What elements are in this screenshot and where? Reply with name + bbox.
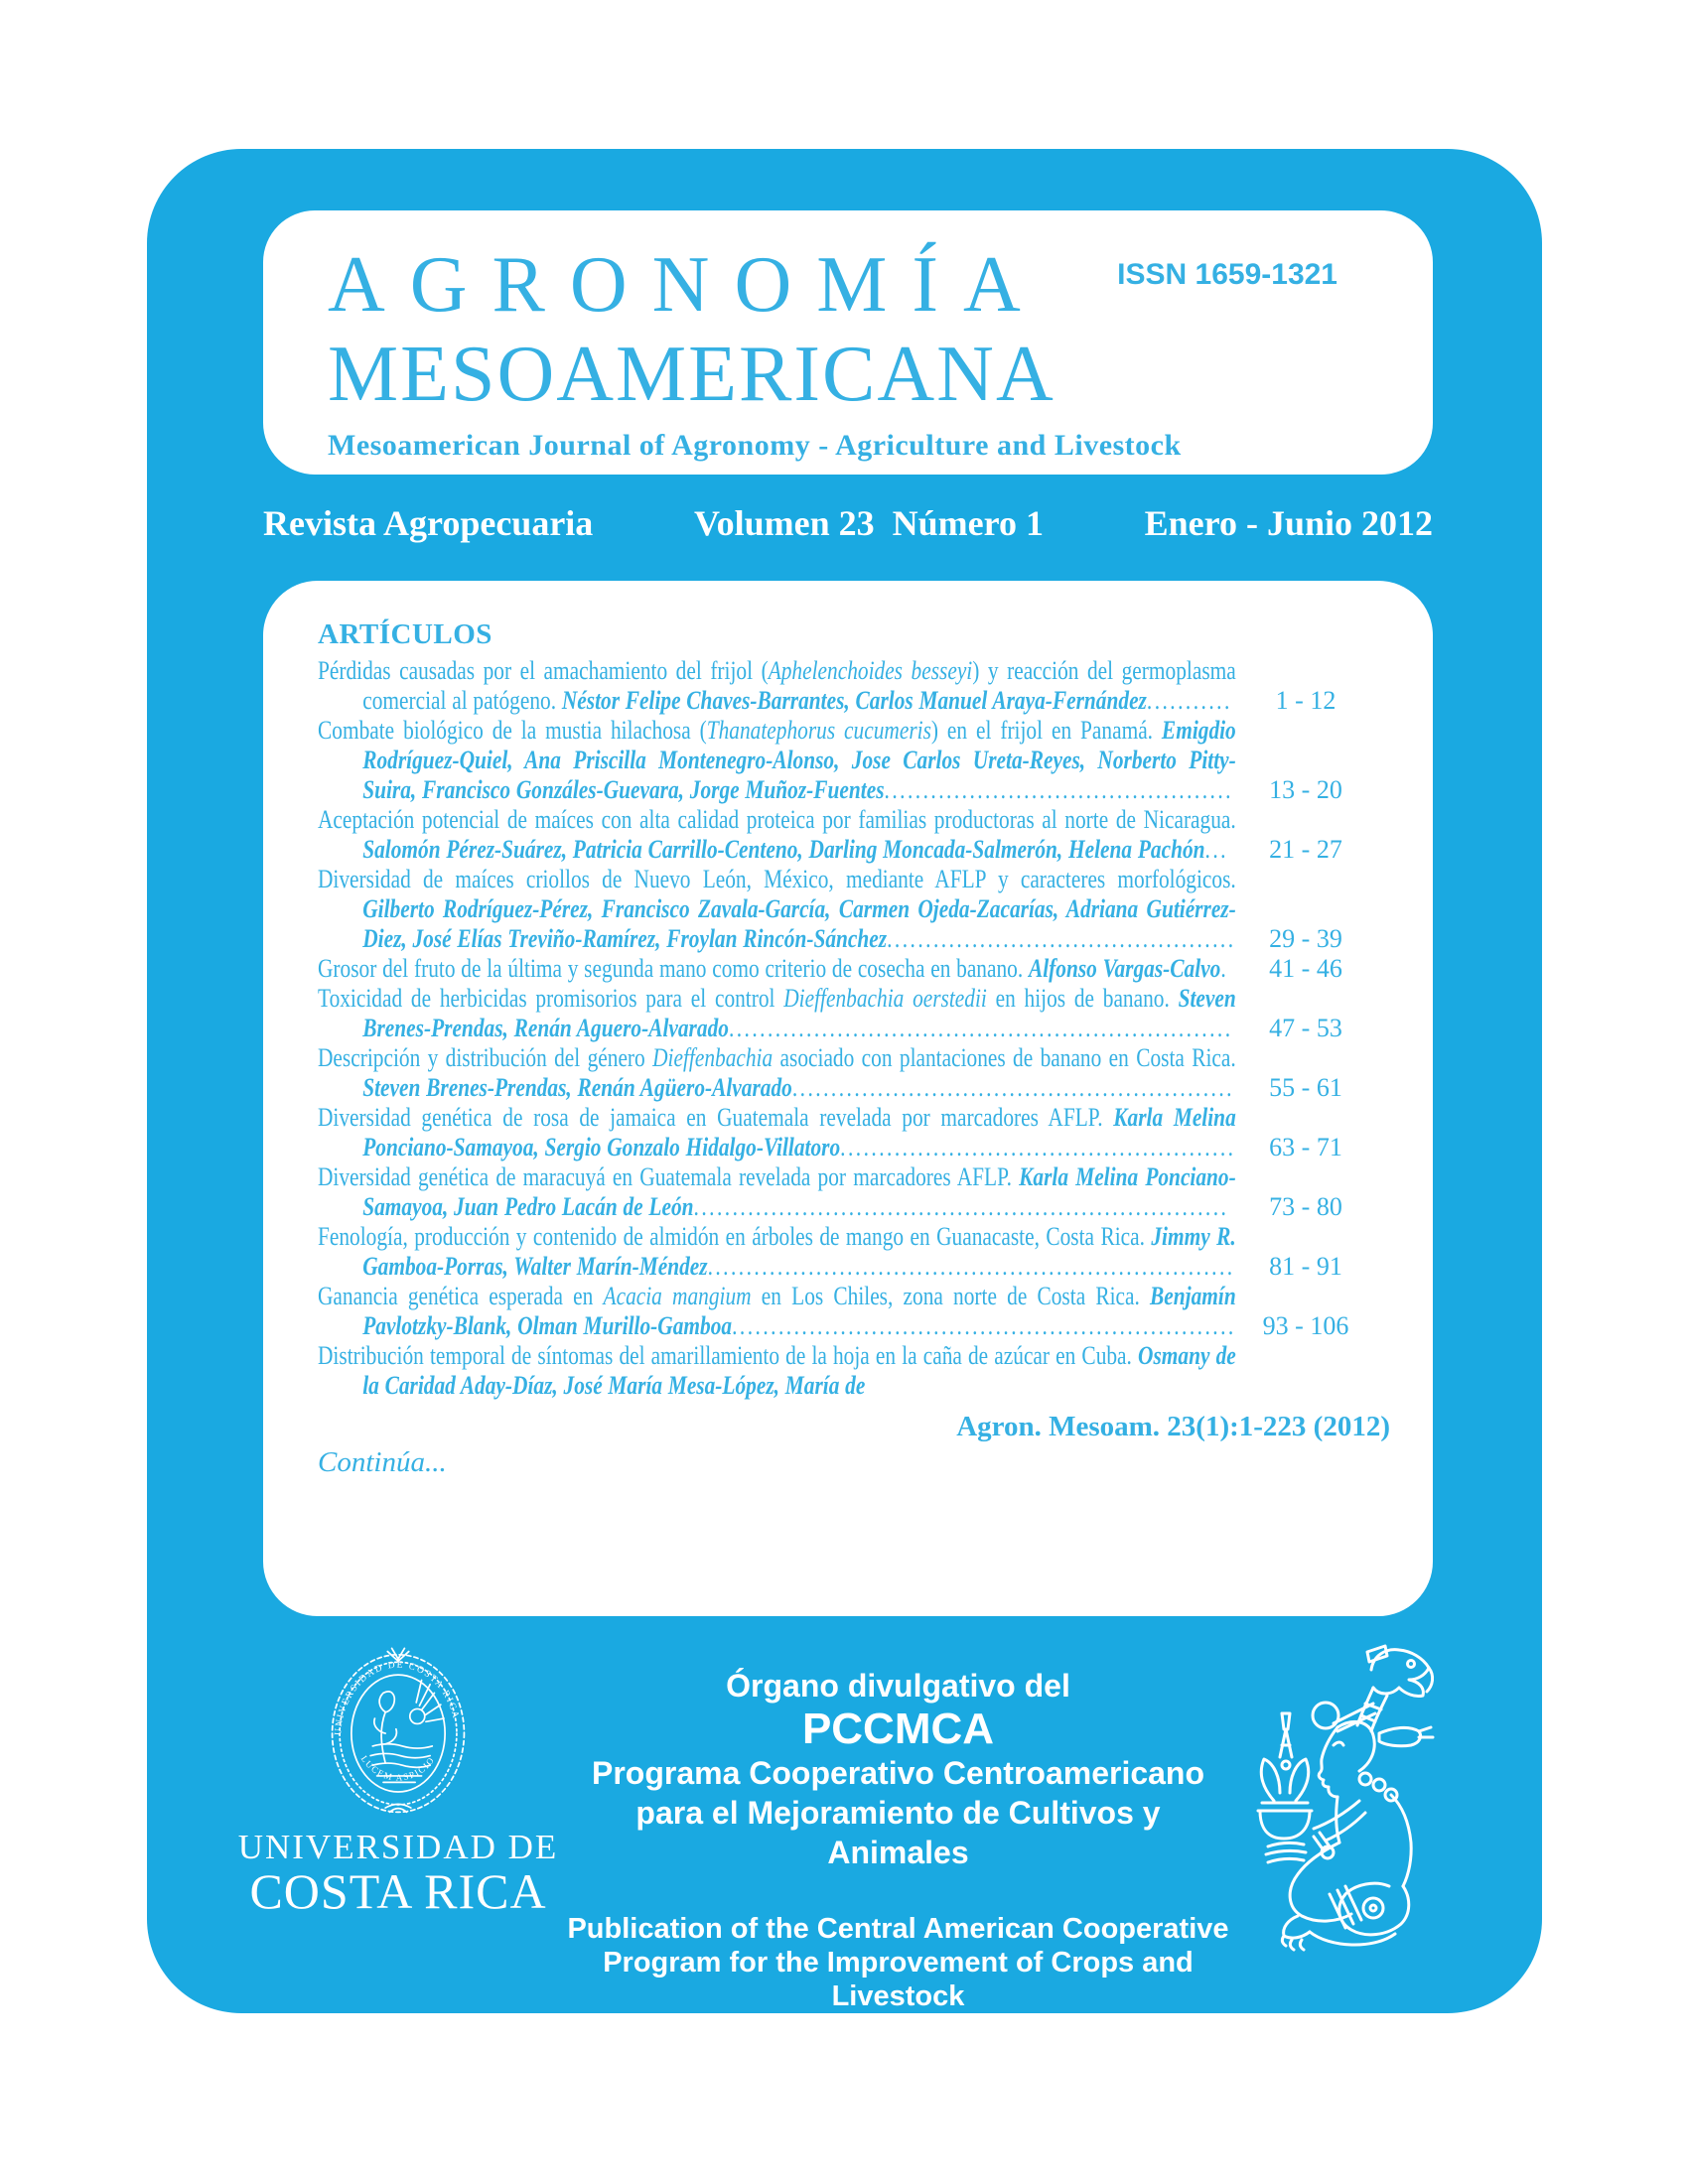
toc-entry-pages: 21 - 27 [1269, 835, 1342, 864]
university-emblem-icon [324, 1644, 473, 1821]
pccmca-en-line1: Publication of the Central American Cooperative [567, 1913, 1229, 1945]
toc-entry-pages: 81 - 91 [1269, 1252, 1342, 1281]
dotted-leader: . [1220, 954, 1229, 983]
dotted-leader: ................................................... [840, 1133, 1236, 1161]
dotted-leader: ......................................................... [791, 1073, 1234, 1102]
toc-entry-text: Diversidad genética de rosa de jamaica en Guatemala revelada por marcadores AFLP. Karla Melina Ponciano-Samayoa, Sergio Gonzalo Hidalgo-Villatoro................................................... [318, 1103, 1236, 1161]
emblem-bottom-text: LUCEM ASPICIO [358, 1753, 437, 1783]
svg-text:LUCEM ASPICIO [359, 1754, 437, 1783]
toc-entry-text: Diversidad genética de maracuyá en Guatemala revelada por marcadores AFLP. Karla Melina Ponciano-Samayoa, Juan Pedro Lacán de León..................................................................... [318, 1162, 1236, 1221]
toc-entry [318, 716, 1390, 805]
toc-entry-text: Combate biológico de la mustia hilachosa (Thanatephorus cucumeris) en el frijol en Panamá. Emigdio Rodríguez-Quiel, Ana Priscilla Montenegro-Alonso, Jose Carlos Ureta-Reyes, Norberto Pitty-Suira, Francisco Gonzáles-Guevara, Jorge Muñoz-Fuentes............................................. [318, 716, 1236, 804]
dotted-leader: .................................................................... [707, 1252, 1235, 1281]
toc-entry-text: Toxicidad de herbicidas promisorios para el control Dieffenbachia oerstedii en hijos de banano. Steven Brenes-Prendas, Renán Aguero-Alvarado................................................................. [318, 984, 1236, 1042]
journal-subtitle: Mesoamerican Journal of Agronomy - Agriculture and Livestock [328, 429, 1182, 462]
dotted-leader: ........... [1146, 686, 1232, 715]
dotted-leader: ..................................................................... [693, 1192, 1229, 1221]
dotted-leader: ... [1204, 835, 1228, 864]
toc-entry-pages: 13 - 20 [1269, 775, 1342, 804]
toc-entry [318, 1162, 1390, 1222]
dotted-leader: ............................................. [887, 924, 1236, 953]
pccmca-english-block [562, 1912, 1234, 2047]
dotted-leader: ............................................. [884, 775, 1233, 804]
journal-title-line2: MESOAMERICANA [328, 331, 1055, 418]
toc-entry-text: Fenología, producción y contenido de almidón en árboles de mango en Guanacaste, Costa Rica. Jimmy R. Gamboa-Porras, Walter Marín-Méndez.................................................................... [318, 1222, 1236, 1281]
issn-number: ISSN 1659-1321 [1117, 258, 1337, 291]
journal-title-line1: AGRONOMÍA [328, 241, 1046, 329]
pccmca-es-line1: Órgano divulgativo del [726, 1668, 1070, 1704]
toc-entry-pages: 55 - 61 [1269, 1073, 1342, 1102]
toc-entry-pages: 41 - 46 [1269, 954, 1342, 983]
toc-entry-text: Distribución temporal de síntomas del amarillamiento de la hoja en la caña de azúcar en Cuba. Osmany de la Caridad Aday-Díaz, José María Mesa-López, María de [318, 1341, 1236, 1400]
band-date-range: Enero - Junio 2012 [1144, 503, 1433, 543]
title-box [263, 210, 1433, 475]
toc-entry-pages: 1 - 12 [1275, 686, 1336, 715]
band-volume-number: Volumen 23 Número 1 [693, 503, 1044, 543]
toc-entries [318, 656, 1390, 1401]
toc-heading: ARTÍCULOS [318, 618, 492, 650]
mayan-figure-icon [1234, 1638, 1465, 1983]
toc-entry-text: Aceptación potencial de maíces con alta calidad proteica por familias productoras al norte de Nicaragua. Salomón Pérez-Suárez, Patricia Carrillo-Centeno, Darling Moncada-Salmerón, Helena Pachón... [318, 805, 1236, 864]
band-journal-type: Revista Agropecuaria [263, 503, 594, 543]
toc-entry [318, 1341, 1390, 1401]
pccmca-text-block [562, 1666, 1234, 2047]
toc-entry-pages: 93 - 106 [1262, 1311, 1349, 1340]
toc-citation-ref: Agron. Mesoam. 23(1):1-223 (2012) [956, 1411, 1390, 1442]
toc-entry-pages: 63 - 71 [1269, 1133, 1342, 1161]
continua-note: Continúa... [318, 1446, 447, 1478]
dotted-leader: ................................................................. [732, 1311, 1236, 1340]
university-name-line2: COSTA RICA [249, 1863, 547, 1919]
toc-entry [318, 805, 1390, 865]
toc-entry-text: Pérdidas causadas por el amachamiento del frijol (Aphelenchoides besseyi) y reacción del germoplasma comercial al patógeno. Néstor Felipe Chaves-Barrantes, Carlos Manuel Araya-Fernández........... [318, 656, 1236, 715]
toc-entry [318, 1043, 1390, 1103]
emblem-top-text: UNIVERSIDAD DE COSTA RICA [333, 1659, 462, 1736]
toc-entry [318, 1222, 1390, 1282]
pccmca-en-line3: (PCCMCA) [825, 2014, 971, 2046]
dotted-leader: ................................................................. [728, 1014, 1233, 1042]
mayan-figure-block [1234, 1638, 1465, 1988]
toc-entry [318, 984, 1390, 1043]
toc-entry [318, 1282, 1390, 1341]
cover-background [147, 149, 1542, 2046]
bottom-section [147, 1638, 1542, 2047]
university-name-line1: UNIVERSIDAD DE [237, 1828, 559, 1866]
toc-entry-text: Grosor del fruto de la última y segunda mano como criterio de cosecha en banano. Alfonso Vargas-Calvo. [318, 954, 1229, 983]
pccmca-es-line2: Programa Cooperativo Centroamericano [591, 1755, 1205, 1791]
toc-entry-pages: 47 - 53 [1269, 1014, 1342, 1042]
toc-entry-text: Diversidad de maíces criollos de Nuevo León, México, mediante AFLP y caracteres morfológicos. Gilberto Rodríguez-Pérez, Francisco Zavala-García, Carmen Ojeda-Zacarías, Adriana Gutiérrez-Diez, José Elías Treviño-Ramírez, Froylan Rincón-Sánchez............................................. [318, 865, 1236, 953]
toc-entry [318, 865, 1390, 954]
toc-entry-pages: 73 - 80 [1269, 1192, 1342, 1221]
articles-box [263, 581, 1433, 1616]
toc-entry-text: Ganancia genética esperada en Acacia mangium en Los Chiles, zona norte de Costa Rica. Benjamín Pavlotzky-Blank, Olman Murillo-Gamboa................................................................. [318, 1282, 1236, 1340]
pccmca-acronym: PCCMCA [801, 1705, 995, 1753]
volume-band [147, 498, 1542, 548]
university-wordmark [234, 1828, 562, 1919]
pccmca-es-line3: para el Mejoramiento de Cultivos y Animales [635, 1795, 1161, 1870]
toc-entry-pages: 29 - 39 [1269, 924, 1342, 953]
toc-entry [318, 1103, 1390, 1162]
toc-entry [318, 656, 1390, 716]
pccmca-en-line2: Program for the Improvement of Crops and Livestock [603, 1947, 1194, 2012]
toc-entry [318, 954, 1390, 984]
toc-entry-text: Descripción y distribución del género Dieffenbachia asociado con plantaciones de banano en Costa Rica. Steven Brenes-Prendas, Renán Agüero-Alvarado......................................................... [318, 1043, 1236, 1102]
university-block [234, 1644, 562, 1919]
